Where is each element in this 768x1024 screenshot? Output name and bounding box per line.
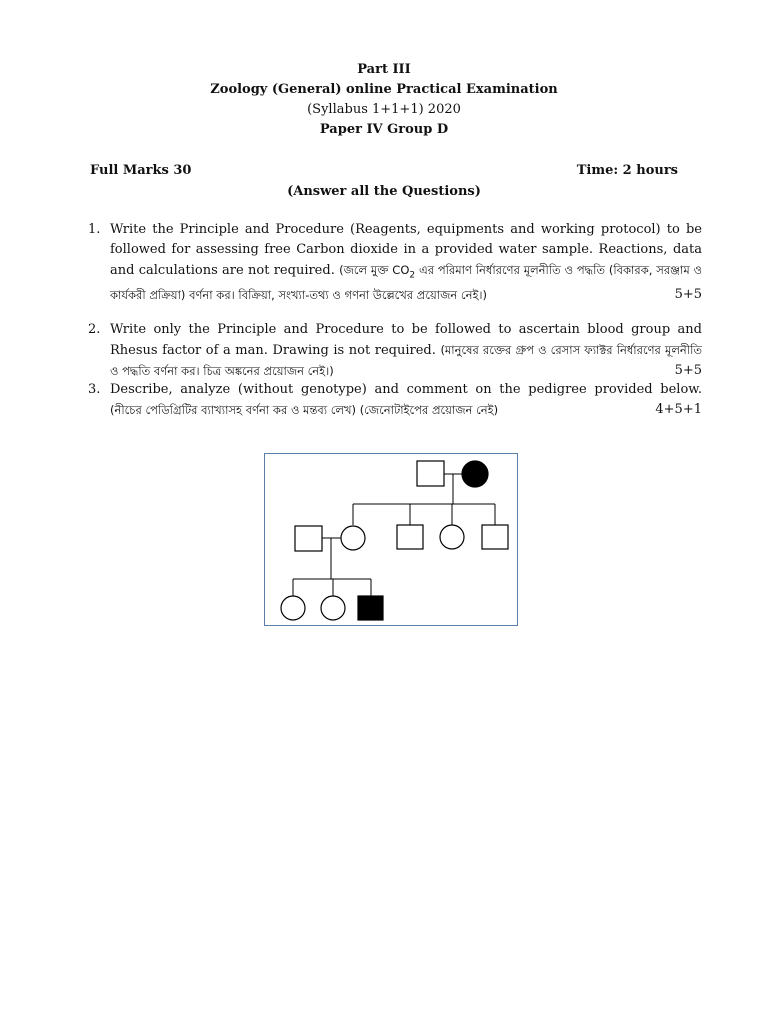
question-text-en: Describe, analyze (without genotype) and comment on the pedigree provided below. <box>110 382 702 397</box>
question-number: 3. <box>88 382 101 397</box>
male-unaffected-symbol <box>295 526 322 551</box>
question-1 <box>88 220 702 306</box>
syllabus-line: (Syllabus 1+1+1) 2020 <box>307 102 461 117</box>
female-affected-symbol <box>462 461 488 487</box>
instruction: (Answer all the Questions) <box>287 184 481 199</box>
male-unaffected-symbol <box>397 525 423 549</box>
part-heading: Part III <box>357 62 411 77</box>
male-unaffected-symbol <box>417 461 444 486</box>
female-unaffected-symbol <box>440 525 464 549</box>
pedigree-figure <box>264 453 518 626</box>
paper-line: Paper IV Group D <box>319 122 449 137</box>
question-marks: 4+5+1 <box>655 402 702 417</box>
exam-title: Zoology (General) online Practical Examination <box>210 82 558 97</box>
question-marks: 5+5 <box>674 287 702 303</box>
marks-time-row <box>90 163 678 178</box>
question-text-bn: (জলে মুক্ত $CO_2$ এর পরিমাণ নির্ধারণের মূলনীতি ও পদ্ধতি (বিকারক, সরঞ্জাম ও কার্যকরী প্রক্রিয়া) বর্ণনা কর। বিক্রিয়া, সংখ্যা-তথ্য ও গণনা উল্লেখের প্রয়োজন নেই।) <box>110 263 702 303</box>
question-text-en: Write the Principle and Procedure (Reagents, equipments and working protocol) to be followed for assessing free Carbon dioxide in a provided water sample. Reactions, data and calculations are not required. <box>110 222 702 278</box>
question-number: 1. <box>88 222 101 237</box>
question-2 <box>88 320 702 382</box>
question-number: 2. <box>88 322 101 337</box>
female-unaffected-symbol <box>281 596 305 620</box>
male-affected-symbol <box>358 596 383 620</box>
time-allowed: Time: 2 hours <box>576 163 678 178</box>
question-text-en: Write only the Principle and Procedure to be followed to ascertain blood group and Rhesus factor of a man. Drawing is not required. <box>110 322 702 358</box>
question-marks: 5+5 <box>674 363 702 378</box>
female-unaffected-symbol <box>341 526 365 550</box>
female-unaffected-symbol <box>321 596 345 620</box>
pedigree-chart <box>265 454 517 625</box>
question-text-bn: (মানুষের রক্তের গ্রুপ ও রেসাস ফ্যাক্টর নির্ধারণের মূলনীতি ও পদ্ধতি বর্ণনা কর। চিত্র অঙ্কনের প্রয়োজন নেই।) <box>110 343 702 378</box>
question-3 <box>88 380 702 421</box>
male-unaffected-symbol <box>482 525 508 549</box>
full-marks: Full Marks 30 <box>90 163 192 178</box>
question-text-bn: (নীচের পেডিগ্রিটির ব্যাখ্যাসহ বর্ণনা কর ও মন্তব্য লেখ) (জেনোটাইপের প্রয়োজন নেই) <box>110 403 499 417</box>
